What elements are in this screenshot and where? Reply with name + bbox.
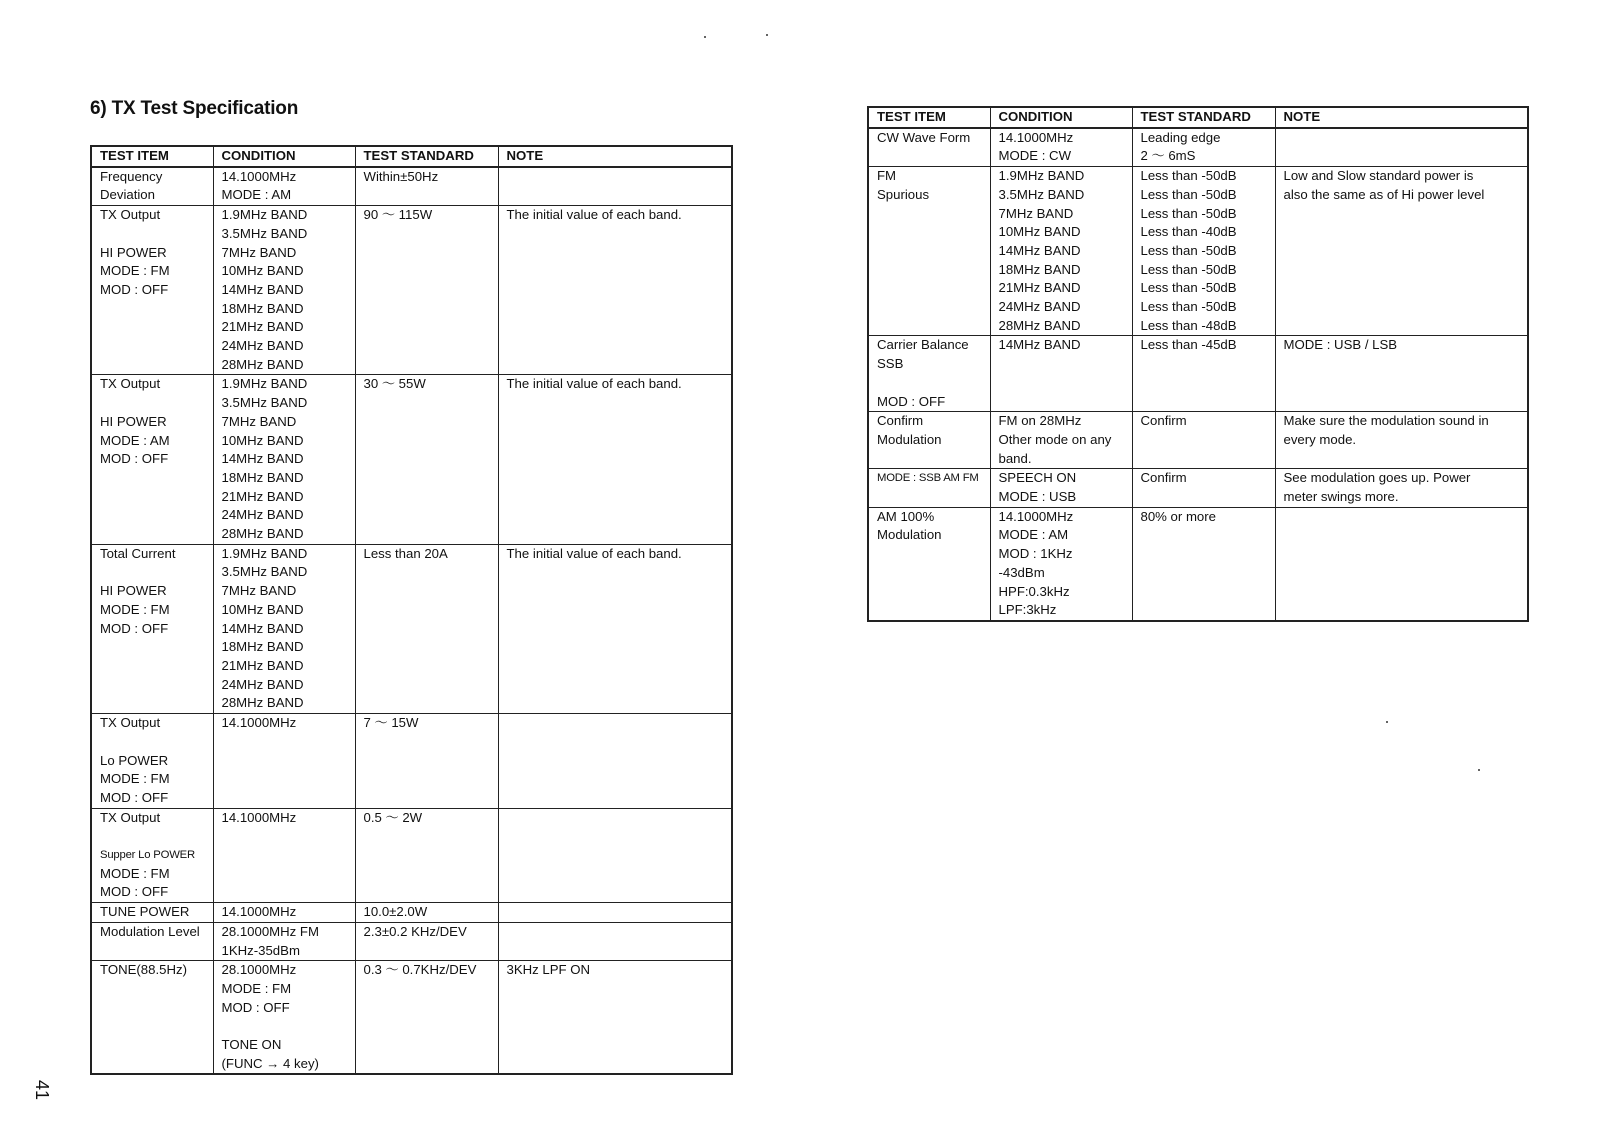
cell-line: Frequency bbox=[100, 168, 163, 184]
cell-line: MODE : AM bbox=[221, 187, 292, 203]
cell-line: Less than -48dB bbox=[1140, 317, 1237, 333]
test-item-cell bbox=[91, 544, 213, 713]
cell-line: 28.1000MHz FM bbox=[221, 923, 319, 939]
cell-line: meter swings more. bbox=[1283, 489, 1399, 505]
condition-cell bbox=[990, 336, 1132, 412]
test-item-cell bbox=[868, 469, 990, 507]
test-standard-cell bbox=[355, 714, 498, 809]
cell-line: every mode. bbox=[1283, 431, 1357, 447]
note-cell bbox=[498, 375, 732, 544]
cell-line: 14.1000MHz bbox=[221, 168, 297, 184]
cell-line: 7MHz BAND bbox=[221, 583, 297, 599]
cell-line: 3.5MHz BAND bbox=[221, 564, 308, 580]
cell-line: 10MHz BAND bbox=[998, 224, 1081, 240]
table-row bbox=[868, 507, 1528, 621]
cell-line: 10MHz BAND bbox=[221, 432, 304, 448]
cell-line: TX Output bbox=[100, 376, 161, 392]
test-item-cell bbox=[91, 375, 213, 544]
table-row bbox=[91, 808, 732, 903]
test-item-cell bbox=[868, 128, 990, 167]
cell-line: 14.1000MHz bbox=[221, 904, 297, 920]
cell-line: TX Output bbox=[100, 809, 161, 825]
cell-line: 28.1000MHz bbox=[221, 962, 297, 978]
condition-cell bbox=[213, 375, 355, 544]
cell-line: MODE : FM bbox=[221, 980, 292, 996]
cell-line: 2.3±0.2 KHz/DEV bbox=[363, 923, 467, 939]
cell-line: Carrier Balance bbox=[877, 337, 969, 353]
cell-line: MOD : OFF bbox=[100, 884, 169, 900]
test-standard-cell bbox=[355, 903, 498, 923]
tx-spec-table-right bbox=[867, 106, 1529, 622]
cell-line: 3KHz LPF ON bbox=[506, 962, 591, 978]
cell-line: MODE : AM bbox=[100, 432, 170, 448]
cell-line: 90 ～ 115W bbox=[363, 207, 433, 223]
cell-line: TUNE POWER bbox=[100, 904, 190, 920]
cell-line bbox=[100, 733, 213, 752]
cell-line bbox=[222, 1017, 355, 1036]
cell-line: Confirm bbox=[1140, 413, 1187, 429]
cell-line: The initial value of each band. bbox=[506, 207, 682, 223]
cell-line: FM bbox=[877, 168, 897, 184]
test-standard-cell bbox=[1132, 128, 1275, 167]
note-cell bbox=[1275, 507, 1528, 621]
cell-line: 14.1000MHz bbox=[221, 809, 297, 825]
cell-line: 21MHz BAND bbox=[221, 319, 304, 335]
cell-line: TONE ON bbox=[221, 1037, 282, 1053]
condition-cell bbox=[213, 903, 355, 923]
tx-spec-table-left bbox=[90, 145, 733, 1075]
condition-cell bbox=[213, 206, 355, 375]
cell-line: Less than -40dB bbox=[1140, 224, 1237, 240]
cell-line: Confirm bbox=[1140, 470, 1187, 486]
cell-line: 3.5MHz BAND bbox=[998, 186, 1085, 202]
header-condition: CONDITION bbox=[990, 107, 1132, 128]
cell-line: Lo POWER bbox=[100, 752, 169, 768]
cell-line: 14MHz BAND bbox=[998, 337, 1081, 353]
cell-line: Low and Slow standard power is bbox=[1283, 168, 1474, 184]
test-standard-cell bbox=[1132, 336, 1275, 412]
cell-line: Total Current bbox=[100, 545, 176, 561]
test-item-cell bbox=[91, 922, 213, 960]
cell-line: MODE : AM bbox=[998, 527, 1069, 543]
cell-line: Leading edge bbox=[1140, 129, 1221, 145]
note-cell bbox=[498, 544, 732, 713]
cell-line: 14MHz BAND bbox=[998, 242, 1081, 258]
test-item-cell bbox=[868, 336, 990, 412]
cell-line: 18MHz BAND bbox=[998, 261, 1081, 277]
header-test-item: TEST ITEM bbox=[91, 146, 213, 167]
note-cell bbox=[498, 167, 732, 206]
cell-line: HPF:0.3kHz bbox=[998, 583, 1070, 599]
test-standard-cell bbox=[355, 544, 498, 713]
cell-line bbox=[100, 394, 213, 413]
test-item-cell bbox=[91, 961, 213, 1075]
cell-line: 18MHz BAND bbox=[221, 469, 304, 485]
note-cell bbox=[1275, 336, 1528, 412]
cell-line: 80% or more bbox=[1140, 508, 1216, 524]
table-row bbox=[91, 903, 732, 923]
page-number: 41 bbox=[32, 1080, 52, 1101]
cell-line: Less than -50dB bbox=[1140, 280, 1237, 296]
condition-cell bbox=[213, 961, 355, 1075]
cell-line: MOD : OFF bbox=[877, 393, 946, 409]
table-row bbox=[91, 206, 732, 375]
note-cell bbox=[498, 714, 732, 809]
cell-line: MOD : OFF bbox=[100, 789, 169, 805]
cell-line: SPEECH ON bbox=[998, 470, 1077, 486]
cell-line: 3.5MHz BAND bbox=[221, 395, 308, 411]
cell-line: 7MHz BAND bbox=[221, 413, 297, 429]
condition-cell bbox=[990, 507, 1132, 621]
cell-line: Within±50Hz bbox=[363, 168, 439, 184]
table-row bbox=[91, 544, 732, 713]
cell-line: MOD : OFF bbox=[100, 451, 169, 467]
cell-line: Other mode on any bbox=[998, 431, 1112, 447]
table-row bbox=[868, 128, 1528, 167]
cell-line: Less than 20A bbox=[363, 545, 448, 561]
condition-cell bbox=[213, 808, 355, 903]
cell-line: 28MHz BAND bbox=[221, 526, 304, 542]
table-header-row bbox=[91, 146, 732, 167]
cell-line: 7MHz BAND bbox=[221, 244, 297, 260]
test-standard-cell bbox=[1132, 469, 1275, 507]
cell-line: Less than -50dB bbox=[1140, 261, 1237, 277]
cell-line: Less than -50dB bbox=[1140, 205, 1237, 221]
header-test-standard: TEST STANDARD bbox=[1132, 107, 1275, 128]
cell-line: MODE : SSB AM FM bbox=[877, 472, 979, 485]
condition-cell bbox=[990, 167, 1132, 336]
cell-line: 24MHz BAND bbox=[221, 507, 304, 523]
cell-line: Modulation bbox=[877, 527, 942, 543]
test-standard-cell bbox=[1132, 412, 1275, 469]
scan-speck bbox=[1386, 721, 1388, 723]
note-cell bbox=[498, 961, 732, 1075]
cell-line bbox=[100, 225, 213, 244]
cell-line: TONE(88.5Hz) bbox=[100, 962, 187, 978]
test-item-cell bbox=[91, 903, 213, 923]
cell-line: MODE : FM bbox=[100, 601, 170, 617]
condition-cell bbox=[213, 544, 355, 713]
cell-line: Make sure the modulation sound in bbox=[1283, 413, 1489, 429]
cell-line: MOD : OFF bbox=[221, 999, 290, 1015]
cell-line: 1.9MHz BAND bbox=[221, 545, 308, 561]
header-condition: CONDITION bbox=[213, 146, 355, 167]
cell-line: 10.0±2.0W bbox=[363, 904, 428, 920]
cell-line: See modulation goes up. Power bbox=[1283, 470, 1471, 486]
note-cell bbox=[1275, 412, 1528, 469]
table-row bbox=[868, 167, 1528, 336]
cell-line: SSB bbox=[877, 356, 904, 372]
header-note: NOTE bbox=[498, 146, 732, 167]
cell-line: 28MHz BAND bbox=[221, 356, 304, 372]
test-item-cell bbox=[868, 167, 990, 336]
cell-line: Less than -50dB bbox=[1140, 186, 1237, 202]
cell-line: 28MHz BAND bbox=[998, 317, 1081, 333]
cell-line: HI POWER bbox=[100, 244, 167, 260]
note-cell bbox=[1275, 128, 1528, 167]
cell-line: 18MHz BAND bbox=[221, 300, 304, 316]
cell-line: -43dBm bbox=[998, 564, 1045, 580]
cell-line bbox=[877, 374, 990, 393]
cell-line: MODE : USB / LSB bbox=[1283, 337, 1398, 353]
cell-line: 1.9MHz BAND bbox=[221, 376, 308, 392]
table-row bbox=[91, 375, 732, 544]
header-test-standard: TEST STANDARD bbox=[355, 146, 498, 167]
cell-line: HI POWER bbox=[100, 583, 167, 599]
cell-line: LPF:3kHz bbox=[998, 602, 1057, 618]
table-row bbox=[868, 412, 1528, 469]
scan-speck bbox=[704, 36, 706, 38]
condition-cell bbox=[990, 412, 1132, 469]
cell-line: MODE : USB bbox=[998, 489, 1077, 505]
test-item-cell bbox=[868, 412, 990, 469]
test-standard-cell bbox=[355, 961, 498, 1075]
cell-line: HI POWER bbox=[100, 413, 167, 429]
condition-cell bbox=[213, 714, 355, 809]
test-standard-cell bbox=[355, 922, 498, 960]
scan-speck bbox=[766, 34, 768, 36]
cell-line: 21MHz BAND bbox=[221, 657, 304, 673]
cell-line: 14.1000MHz bbox=[998, 508, 1074, 524]
cell-line: 14MHz BAND bbox=[221, 281, 304, 297]
table-row bbox=[868, 469, 1528, 507]
cell-line: CW Wave Form bbox=[877, 129, 971, 145]
test-item-cell bbox=[91, 206, 213, 375]
cell-line: 10MHz BAND bbox=[221, 601, 304, 617]
test-standard-cell bbox=[355, 206, 498, 375]
cell-line: Deviation bbox=[100, 187, 155, 203]
cell-line: AM 100% bbox=[877, 508, 935, 524]
test-standard-cell bbox=[1132, 507, 1275, 621]
condition-cell bbox=[213, 167, 355, 206]
test-standard-cell bbox=[355, 167, 498, 206]
cell-line: 14.1000MHz bbox=[998, 129, 1074, 145]
cell-line: 21MHz BAND bbox=[221, 488, 304, 504]
test-standard-cell bbox=[355, 375, 498, 544]
cell-line: 24MHz BAND bbox=[221, 338, 304, 354]
cell-line: (FUNC → 4 key) bbox=[221, 1055, 319, 1071]
cell-line: Modulation bbox=[877, 431, 942, 447]
note-cell bbox=[1275, 469, 1528, 507]
cell-line: MODE : FM bbox=[100, 771, 170, 787]
test-item-cell bbox=[868, 507, 990, 621]
test-item-cell bbox=[91, 714, 213, 809]
condition-cell bbox=[213, 922, 355, 960]
cell-line: TX Output bbox=[100, 207, 161, 223]
cell-line: 7 ～ 15W bbox=[363, 715, 419, 731]
cell-line: Spurious bbox=[877, 186, 930, 202]
cell-line: 14MHz BAND bbox=[221, 451, 304, 467]
cell-line: 24MHz BAND bbox=[221, 676, 304, 692]
cell-line: 30 ～ 55W bbox=[363, 376, 426, 392]
cell-line: Modulation Level bbox=[100, 923, 200, 939]
cell-line: MOD : OFF bbox=[100, 620, 169, 636]
cell-line: FM on 28MHz bbox=[998, 413, 1082, 429]
test-standard-cell bbox=[1132, 167, 1275, 336]
cell-line: 7MHz BAND bbox=[998, 205, 1074, 221]
cell-line: Less than -45dB bbox=[1140, 337, 1237, 353]
note-cell bbox=[1275, 167, 1528, 336]
cell-line: 14MHz BAND bbox=[221, 620, 304, 636]
cell-line: 1.9MHz BAND bbox=[998, 168, 1085, 184]
condition-cell bbox=[990, 128, 1132, 167]
cell-line bbox=[100, 827, 213, 846]
cell-line: Less than -50dB bbox=[1140, 299, 1237, 315]
cell-line: 0.3 ～ 0.7KHz/DEV bbox=[363, 962, 477, 978]
cell-line: The initial value of each band. bbox=[506, 545, 682, 561]
cell-line: Less than -50dB bbox=[1140, 168, 1237, 184]
cell-line: MODE : FM bbox=[100, 865, 170, 881]
cell-line: 2 ～ 6mS bbox=[1140, 148, 1196, 164]
table-row bbox=[868, 336, 1528, 412]
cell-line: 21MHz BAND bbox=[998, 280, 1081, 296]
cell-line: The initial value of each band. bbox=[506, 376, 682, 392]
table-row bbox=[91, 167, 732, 206]
cell-line: 3.5MHz BAND bbox=[221, 225, 308, 241]
page-title: 6) TX Test Specification bbox=[90, 98, 299, 119]
cell-line: 24MHz BAND bbox=[998, 299, 1081, 315]
table-row bbox=[91, 922, 732, 960]
cell-line: 10MHz BAND bbox=[221, 263, 304, 279]
note-cell bbox=[498, 903, 732, 923]
table-row bbox=[91, 961, 732, 1075]
scan-speck bbox=[1478, 769, 1480, 771]
cell-line: MODE : CW bbox=[998, 148, 1072, 164]
table-row bbox=[91, 714, 732, 809]
cell-line: 14.1000MHz bbox=[221, 715, 297, 731]
condition-cell bbox=[990, 469, 1132, 507]
cell-line: also the same as of Hi power level bbox=[1283, 186, 1485, 202]
cell-line: 1.9MHz BAND bbox=[221, 207, 308, 223]
cell-line: Confirm bbox=[877, 413, 924, 429]
cell-line: 18MHz BAND bbox=[221, 639, 304, 655]
test-standard-cell bbox=[355, 808, 498, 903]
cell-line: Supper Lo POWER bbox=[100, 849, 195, 862]
table-header-row bbox=[868, 107, 1528, 128]
cell-line: Less than -50dB bbox=[1140, 242, 1237, 258]
cell-line: 1KHz-35dBm bbox=[221, 942, 300, 958]
cell-line: 0.5 ～ 2W bbox=[363, 809, 423, 825]
cell-line: MOD : 1KHz bbox=[998, 546, 1073, 562]
test-item-cell bbox=[91, 167, 213, 206]
cell-line: TX Output bbox=[100, 715, 161, 731]
note-cell bbox=[498, 808, 732, 903]
header-test-item: TEST ITEM bbox=[868, 107, 990, 128]
test-item-cell bbox=[91, 808, 213, 903]
note-cell bbox=[498, 206, 732, 375]
cell-line: MOD : OFF bbox=[100, 281, 169, 297]
cell-line bbox=[100, 563, 213, 582]
cell-line: band. bbox=[998, 450, 1032, 466]
note-cell bbox=[498, 922, 732, 960]
header-note: NOTE bbox=[1275, 107, 1528, 128]
cell-line: MODE : FM bbox=[100, 263, 170, 279]
cell-line: 28MHz BAND bbox=[221, 695, 304, 711]
